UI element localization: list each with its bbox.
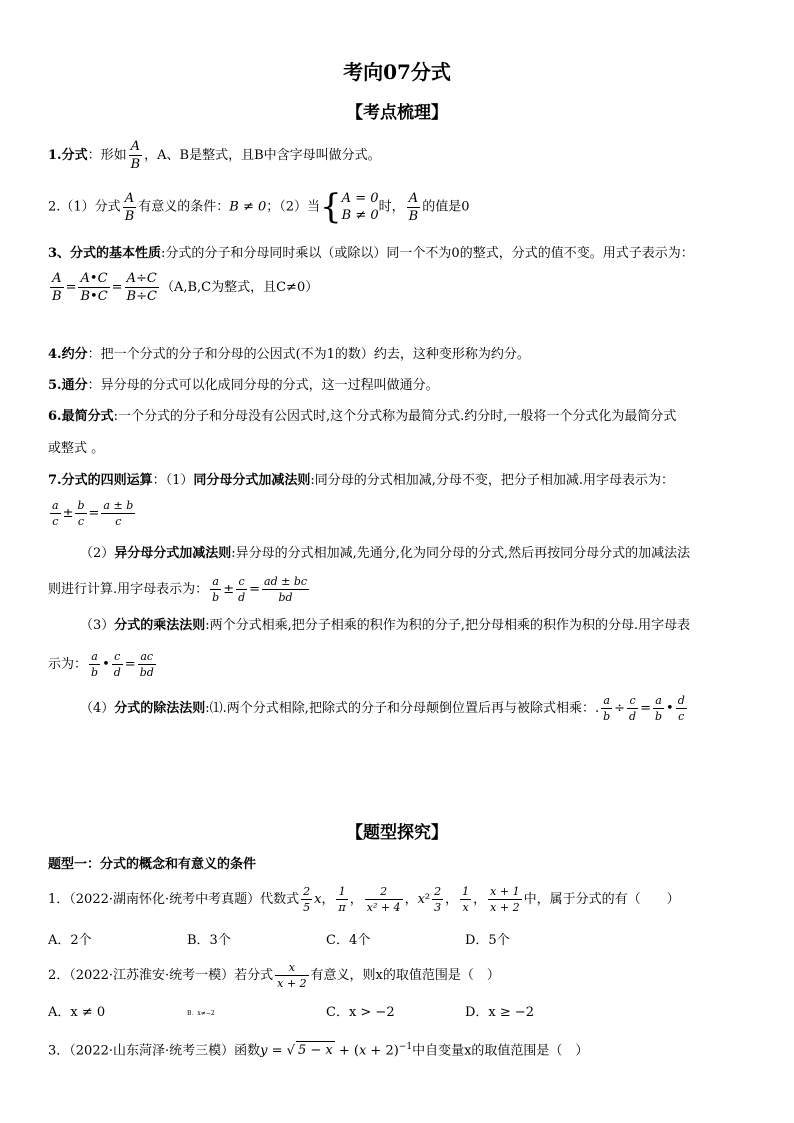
question-2-stem2: 有意义，则x的取值范围是（ ） [310,968,500,983]
point-2-condition: B ≠ 0 [229,199,267,215]
point-10-rule: 分式的除法法则 [114,701,206,716]
fraction: $\frac{A•C}{B•C}$ [80,271,108,304]
point-2-prefix: 2.（1）分式 [48,199,121,215]
fraction-a-over-b: $\frac{A}{B}$ [408,190,419,224]
point-3 [48,245,746,263]
choice-d[interactable]: D．5个 [465,933,510,948]
point-7-text1: ：（1） [152,473,194,488]
choice-b-text: B．x≠−2 [187,1010,215,1017]
point-4-label: 4.约分 [48,347,88,362]
point-7 [48,472,746,490]
fraction: $\frac{a}{b}$ [91,650,99,679]
point-8-text: :异分母的分式相加减,先通分,化为同分母的分式,然后再按同分母分式的加减法法 [231,546,691,561]
choice-a[interactable]: A．2个 [48,933,92,948]
fraction-a-over-b: $\frac{A}{B}$ [130,139,141,172]
question-2-choices [48,1001,746,1020]
fraction: $\frac{a}{c}$ [52,499,59,528]
fraction: $\frac{ad \pm bc}{bd}$ [264,575,308,604]
fraction: $\frac{a \pm b}{c}$ [103,499,134,528]
fraction: $\frac{2}{\text{x² + 4}}$ [366,885,401,914]
point-5-text: ：异分母的分式可以化成同分母的分式，这一过程叫做通分。 [87,378,439,393]
choice-b[interactable] [187,1005,326,1020]
point-2-text2: ；（2）当 [266,199,321,215]
point-9-text: :两个分式相乘,把分子相乘的积作为积的分子,把分母相乘的积作为积的分母.用字母表 [205,618,691,633]
point-10-prefix: （4） [80,701,115,716]
choice-c[interactable]: C．x > −2 [326,1005,395,1020]
choice-d[interactable]: D．x ≥ −2 [465,1005,535,1020]
point-9-text2: 示为： [48,657,88,672]
question-3-stem: 3．（2022·山东菏泽·统考三模）函数y = √ $5 - x + (x + 2)^{-1}$中自变量x的取值范围是（ ） [48,1042,589,1059]
point-2 [48,187,746,227]
question-1-stem: 1．（2022·湖南怀化·统考中考真题）代数式 $\frac{2}{5}$ x， $\frac{1}{\pi}$ ， $\frac{2}{\text{x² + 4}}$ ，x² $\frac{2}{3}$ ， $\frac{1}{x}$ ， $\frac{x + 1}{x + 2}$ 中，属于分式的有（ ） [48,885,680,914]
fraction: $\frac{2}{3}$ [434,885,442,914]
point-7-text2: :同分母的分式相加减,分母不变，把分子相加减.用字母表示为： [310,473,675,488]
choice-a[interactable]: A．x ≠ 0 [48,1005,106,1020]
choice-b[interactable]: B．3个 [187,933,231,948]
point-9 [80,617,746,635]
fraction: $\frac{x}{x + 2}$ [277,961,307,990]
fraction: $\frac{ac}{bd}$ [139,650,154,679]
point-9-rule: 分式的乘法法则 [114,618,206,633]
point-8-cont: 则进行计算.用字母表示为： $\frac{a}{b}$ ± $\frac{c}{d}$ = $\frac{ad \pm bc}{bd}$ [48,575,308,604]
point-8-text2: 则进行计算.用字母表示为： [48,582,209,597]
point-1 [48,140,746,171]
point-3-label: 3、分式的基本性质 [48,246,162,261]
point-3-formula: $\frac{A}{B}$ = $\frac{A•C}{B•C}$ = $\frac{A\div C}{B\div C}$ （A,B,C为整式，且C≠0） [52,271,319,304]
point-4 [48,346,746,364]
question-3-stem1: 3．（2022·山东菏泽·统考三模）函数 [48,1043,261,1059]
point-6 [48,408,746,426]
question-type-1: 题型一：分式的概念和有意义的条件 [48,857,257,872]
formula-same-denominator: $\frac{a}{c}$ ± $\frac{b}{c}$ = $\frac{a \pm b}{c}$ [52,499,134,528]
fraction: $\frac{1}{\pi}$ [338,885,346,914]
fraction: $\frac{c}{d}$ [238,575,246,604]
system-row-2: B ≠ 0 [341,208,379,223]
point-6-cont: 或整式 。 [48,441,105,456]
point-1-text1: ：形如 [87,148,127,163]
point-7-rule1: 同分母分式加减法则 [193,473,311,488]
fraction: $\frac{d}{c}$ [677,694,685,723]
point-8 [80,545,746,563]
point-5 [48,377,746,395]
question-2-stem1: 2．（2022·江苏淮安·统考一模）若分式 [48,968,274,983]
point-3-text: :分式的分子和分母同时乘以（或除以）同一个不为0的整式，分式的值不变。用式子表示为： [161,246,694,261]
fraction: $\frac{x + 1}{x + 2}$ [490,885,520,914]
fraction: $\frac{b}{c}$ [77,499,85,528]
point-6-label: 6.最简分式 [48,409,114,424]
point-8-rule: 异分母分式加减法则 [114,546,232,561]
choice-c[interactable]: C．4个 [326,933,371,948]
question-2-stem [48,962,746,989]
point-8-prefix: （2） [80,546,115,561]
fraction: $\frac{A}{B}$ [52,271,62,304]
fraction: $\frac{2}{5}$ [303,885,311,914]
section-heading-explore: 【题型探究】 [346,823,448,843]
section-heading-review: 【考点梳理】 [346,103,448,123]
fraction: $\frac{A\div C}{B\div C}$ [126,271,157,304]
fraction: $\frac{c}{d}$ [113,650,121,679]
question-3-stem2: 中自变量x的取值范围是（ ） [412,1043,589,1059]
point-10: （4）分式的除法法则:⑴.两个分式相除,把除式的分子和分母颠倒位置后再与被除式相乘：. $\frac{a}{b}$ ÷ $\frac{c}{d}$ = $\frac{a}{b}$ • $\frac{d}{c}$ [80,694,685,723]
page-title: 考向07分式 [343,60,451,84]
question-1-stem2: 中，属于分式的有（ ） [523,892,680,907]
point-7-label: 7.分式的四则运算 [48,473,153,488]
point-2-text3: 时， [378,199,405,215]
fraction: $\frac{a}{b}$ [212,575,220,604]
point-2-text1: 有意义的条件： [138,199,230,215]
fraction-a-over-b: $\frac{A}{B}$ [124,190,135,224]
point-6-text: :一个分式的分子和分母没有公因式时,这个分式称为最简分式.约分时,一般将一个分式化为最简分式 [113,409,677,424]
point-1-label: 1.分式 [48,148,88,163]
point-10-text: :⑴.两个分式相除,把除式的分子和分母颠倒位置后再与被除式相乘：. [205,701,600,716]
fraction: $\frac{a}{b}$ [603,694,611,723]
point-9-prefix: （3） [80,618,115,633]
point-9-cont: 示为： $\frac{a}{b}$ • $\frac{c}{d}$ = $\frac{ac}{bd}$ [48,650,154,679]
fraction: $\frac{1}{x}$ [462,885,470,914]
point-5-label: 5.通分 [48,378,88,393]
point-4-text: ：把一个分式的分子和分母的公因式(不为1的数）约去，这种变形称为约分。 [87,347,530,362]
question-1-choices [48,929,746,948]
point-3-note: （A,B,C为整式，且C≠0） [160,280,319,295]
equation-system: { A = 0 B ≠ 0 [320,187,379,227]
point-1-text2: ，A、B是整式，且B中含字母叫做分式。 [144,148,381,163]
question-1-stem1: 1．（2022·湖南怀化·统考中考真题）代数式 [48,892,300,907]
point-2-text4: 的值是0 [422,199,470,215]
system-row-1: A = 0 [341,191,379,206]
fraction: $\frac{c}{d}$ [629,694,637,723]
fraction: $\frac{a}{b}$ [654,694,663,723]
